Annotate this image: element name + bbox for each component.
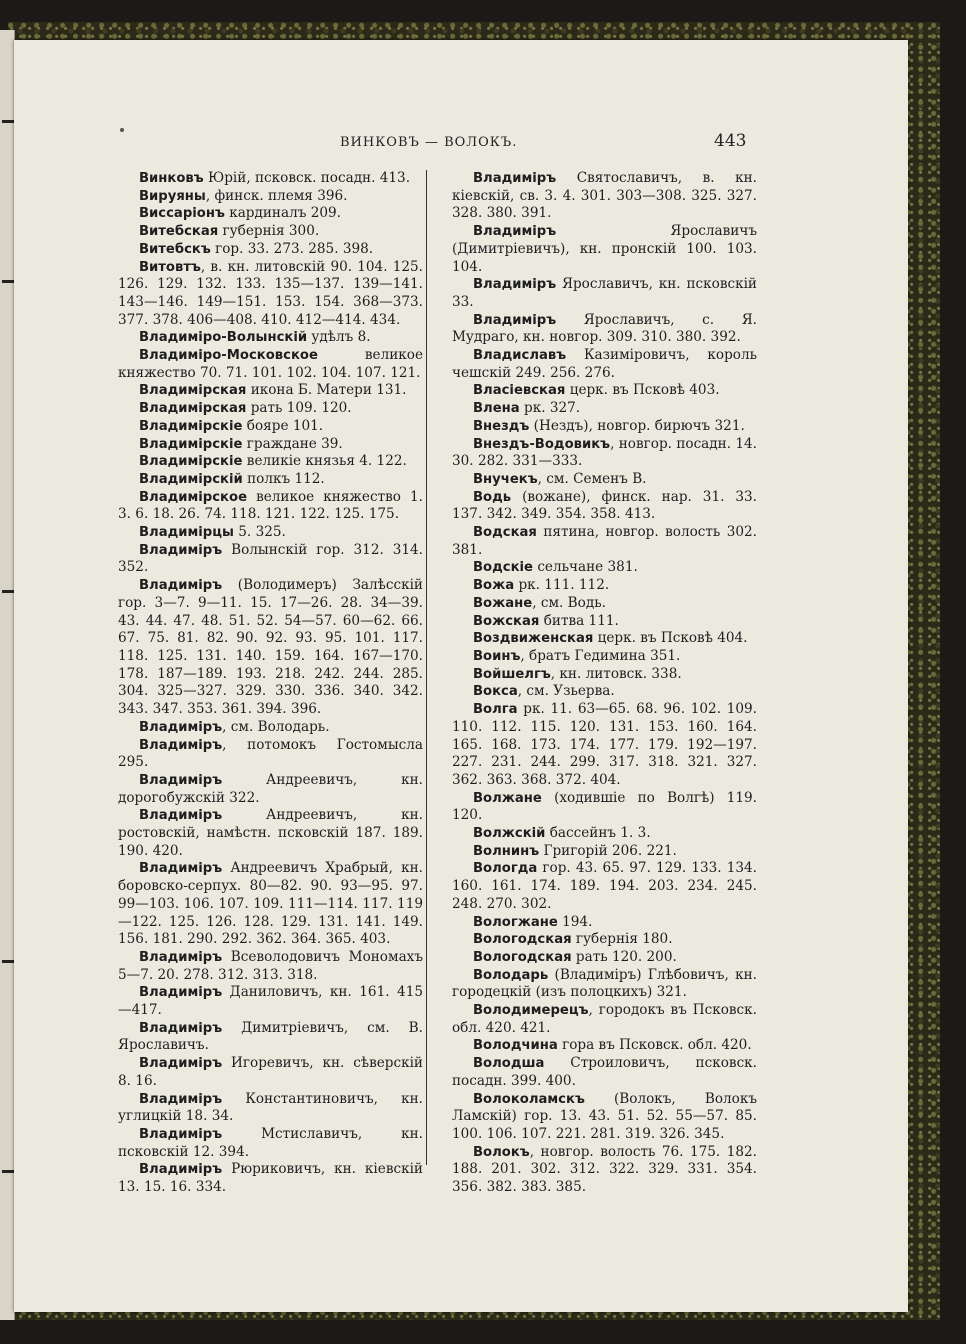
index-entry [452, 701, 757, 790]
index-entry [118, 329, 423, 347]
index-entry [118, 188, 423, 206]
entry-references: губернія 300. [218, 223, 320, 240]
running-title: ВИНКОВЪ — ВОЛОКЪ. [340, 135, 518, 150]
entry-headword: Владиміръ [473, 312, 557, 328]
entry-headword: Владиміръ [139, 719, 223, 735]
entry-references: , см. Узьерва. [517, 683, 615, 700]
entry-headword: Владиміро-Волынскій [139, 330, 308, 346]
entry-references: 5. 325. [233, 524, 286, 541]
entry-headword: Владиміръ [473, 277, 557, 293]
entry-headword: Волнинъ [473, 843, 540, 859]
entry-references: бассейнъ 1. 3. [545, 825, 651, 842]
entry-references: церк. въ Псковѣ 404. [593, 630, 748, 647]
entry-headword: Володимерецъ [473, 1003, 589, 1019]
entry-references: рать 120. 200. [571, 948, 677, 965]
entry-references: икона Б. Матери 131. [246, 382, 407, 399]
index-entry [118, 1020, 423, 1055]
index-entry [452, 630, 757, 648]
index-entry [452, 613, 757, 631]
entry-headword: Волокъ [473, 1144, 530, 1160]
entry-references: , кн. литовск. 338. [550, 665, 682, 682]
index-entry [452, 648, 757, 666]
entry-headword: Вологодская [473, 949, 572, 965]
entry-headword: Владиміръ [139, 542, 223, 558]
index-entry [118, 223, 423, 241]
entry-headword: Володарь [473, 967, 549, 983]
entry-headword: Владиміръ [139, 1020, 223, 1036]
index-entry [452, 595, 757, 613]
entry-headword: Внучекъ [473, 471, 538, 487]
entry-references: сельчане 381. [533, 559, 638, 576]
index-entry [118, 807, 423, 860]
index-entry [452, 931, 757, 949]
entry-headword: Вожа [473, 578, 515, 594]
entry-references: Даниловичъ, кн. 161. 415—417. [118, 984, 423, 1019]
index-entry [118, 524, 423, 542]
entry-references: Юрій, псковск. посадн. 413. [203, 170, 411, 186]
entry-headword: Влена [473, 401, 520, 417]
binding-edge [0, 30, 15, 1320]
entry-references: , см. Володарь. [222, 718, 330, 735]
entry-references: , потомокъ Гостомысла 295. [118, 736, 423, 771]
entry-references: рать 109. 120. [246, 400, 352, 417]
index-entry [118, 542, 423, 577]
entry-references: Святославичъ, в. кн. кіевскій, св. 3. 4. 301. 303—308. 325. 327. 328. 380. 391. [452, 170, 757, 222]
index-entry [118, 205, 423, 223]
entry-references: Рюриковичъ, кн. кіевскій 13. 15. 16. 334. [118, 1161, 423, 1196]
entry-references: (Владиміръ) Глѣбовичъ, кн. городецкій (изъ полоцкихъ) 321. [452, 966, 757, 1001]
entry-references: Всеволодовичъ Мономахъ 5—7. 20. 278. 312. 313. 318. [118, 948, 423, 983]
index-entry [452, 666, 757, 684]
entry-headword: Водская [473, 525, 537, 541]
entry-headword: Витовтъ [139, 259, 201, 275]
entry-references: гор. 33. 273. 285. 398. [210, 240, 374, 257]
index-entry [118, 489, 423, 524]
entry-references: церк. въ Псковѣ 403. [565, 382, 720, 399]
entry-references: Димитріевичъ, см. В. Ярославичъ. [118, 1019, 423, 1054]
index-entry [118, 949, 423, 984]
index-entry [452, 577, 757, 595]
entry-headword: Владиславъ [473, 348, 567, 364]
entry-references: Ярославичъ, кн. псковскій 33. [452, 276, 757, 310]
index-entry [452, 312, 757, 347]
entry-headword: Владиміръ [473, 224, 557, 240]
entry-references: , новгор. волость 76. 175. 182. 188. 201. 302. 312. 322. 329. 331. 354. 356. 382. 383. 385. [452, 1143, 757, 1196]
index-entry [118, 984, 423, 1019]
entry-headword: Вокса [473, 684, 518, 700]
entry-headword: Владиміръ [139, 949, 223, 965]
entry-references: (ходившіе по Волгѣ) 119. 120. [452, 789, 757, 824]
entry-references: , братъ Гедимина 351. [520, 647, 681, 664]
entry-references: (Волокъ, Волокъ Ламскій) гор. 13. 43. 51. 52. 55—57. 85. 100. 106. 107. 221. 281. 319. 326. 345. [452, 1090, 757, 1142]
page-header [0, 131, 966, 153]
index-entry [452, 559, 757, 577]
entry-references: Константиновичъ, кн. углицкій 18. 34. [118, 1090, 423, 1125]
index-entry [118, 453, 423, 471]
entry-headword: Владиміръ [139, 772, 223, 788]
entry-references: Мстиславичъ, кн. псковскій 12. 394. [118, 1125, 423, 1160]
index-entry [452, 170, 757, 223]
entry-headword: Вологда [473, 861, 538, 877]
entry-references: рк. 11. 63—65. 68. 96. 102. 109. 110. 112. 115. 120. 131. 153. 160. 164. 165. 168. 173. 174. 177. 179. 192—197. 227. 231. 244. 299. 317. 318. 321. 327. 362. 363. 368. 372. 404. [452, 701, 757, 788]
index-entry [452, 347, 757, 382]
index-entry [452, 967, 757, 1002]
entry-references: Ярославичъ (Димитріевичъ), кн. пронскій 100. 103. 104. [452, 223, 757, 275]
index-entry [452, 683, 757, 701]
index-entry [452, 1037, 757, 1055]
entry-references: , новгор. посадн. 14. 30. 282. 331—333. [452, 435, 757, 470]
index-entry [452, 825, 757, 843]
entry-headword: Владиміръ [139, 1162, 223, 1178]
index-entry [118, 418, 423, 436]
entry-references: гор. 43. 65. 97. 129. 133. 134. 160. 161. 174. 189. 194. 203. 234. 245. 248. 270. 302. [452, 860, 757, 912]
index-entry [452, 1055, 757, 1090]
entry-references: полкъ 112. [242, 470, 325, 487]
entry-references: бояре 101. [242, 417, 324, 434]
entry-headword: Владимірская [139, 401, 247, 417]
entry-references: Ярославичъ, с. Я. Мудраго, кн. новгор. 309. 310. 380. 392. [452, 311, 757, 346]
entry-headword: Владимірскіе [139, 418, 243, 434]
entry-references: , см. Водь. [532, 594, 606, 611]
entry-references: великіе князья 4. 122. [242, 453, 407, 470]
entry-references: , городокъ въ Псковск. обл. 420. 421. [452, 1002, 757, 1036]
entry-references: Андреевичъ Храбрый, кн. боровско-серпух. 80—82. 90. 93—95. 97. 99—103. 106. 107. 109. 111—114. 117. 119—122. 125. 126. 128. 129. 131. 141. 149. 156. 181. 290. 292. 362. 364. 365. 403. [118, 860, 423, 948]
entry-headword: Владиміръ [139, 737, 223, 753]
left-index-column [118, 170, 423, 1197]
entry-headword: Владимірское [139, 489, 248, 505]
entry-references: Казиміровичъ, король чешскій 249. 256. 276. [452, 347, 757, 381]
entry-references: (Володимеръ) Залѣсскій гор. 3—7. 9—11. 15. 17—26. 28. 34—39. 43. 44. 47. 48. 51. 52. 54—57. 60—62. 66. 67. 75. 81. 82. 90. 92. 93. 95. 101. 117. 118. 125. 131. 140. 159. 164. 167—170. 178. 187—189. 193. 218. 242. 244. 285. 304. 325—327. 329. 330. 336. 340. 342. 343. 347. 353. 361. 394. 396. [118, 577, 423, 718]
index-entry [118, 259, 423, 330]
entry-headword: Водскіе [473, 560, 533, 576]
index-entry [452, 1091, 757, 1144]
entry-headword: Витебская [139, 224, 219, 240]
entry-headword: Владимірскіе [139, 436, 243, 452]
index-entry [118, 471, 423, 489]
entry-headword: Владимірская [139, 383, 247, 399]
entry-references: Андреевичъ, кн. ростовскій, намѣстн. псковскій 187. 189. 190. 420. [118, 807, 423, 859]
entry-references: Игоревичъ, кн. сѣверскій 8. 16. [118, 1055, 423, 1089]
index-entry [452, 860, 757, 913]
index-entry [452, 400, 757, 418]
entry-headword: Владиміро-Московское [139, 348, 318, 364]
entry-headword: Воинъ [473, 648, 521, 664]
index-entry [452, 489, 757, 524]
entry-references: , см. Семенъ В. [537, 470, 647, 487]
index-entry [452, 790, 757, 825]
entry-references: (Нездъ), новгор. бирючъ 321. [529, 417, 745, 434]
right-index-column [452, 170, 757, 1197]
entry-headword: Вологжане [473, 914, 558, 930]
entry-headword: Владиміръ [139, 1126, 223, 1142]
index-entry [452, 223, 757, 276]
entry-references: граждане 39. [242, 435, 343, 452]
index-entry [118, 436, 423, 454]
entry-headword: Власіевская [473, 383, 566, 399]
entry-references: Григорій 206. 221. [539, 842, 677, 859]
entry-headword: Вожская [473, 613, 540, 629]
entry-references: рк. 111. 112. [514, 577, 610, 594]
index-entry [452, 1144, 757, 1197]
index-entry [118, 347, 423, 382]
index-entry [452, 949, 757, 967]
entry-headword: Витебскъ [139, 241, 211, 257]
index-entry [118, 1055, 423, 1090]
index-entry [118, 1126, 423, 1161]
entry-headword: Владиміръ [139, 1091, 223, 1107]
entry-references: , в. кн. литовскій 90. 104. 125. 126. 129. 132. 133. 135—137. 139—141. 143—146. 149—151. 153. 154. 368—373. 377. 378. 406—408. 410. 412—414. 434. [118, 258, 423, 328]
index-entry [452, 276, 757, 311]
column-divider [426, 170, 427, 1165]
entry-references: удѣлъ 8. [307, 329, 371, 346]
entry-references: гора въ Псковск. обл. 420. [557, 1037, 752, 1054]
entry-headword: Вируяны [139, 188, 206, 204]
index-entry [118, 860, 423, 949]
index-entry [452, 843, 757, 861]
entry-headword: Володша [473, 1056, 545, 1072]
entry-references: великое княжество 1. 3. 6. 18. 26. 74. 118. 121. 122. 125. 175. [118, 488, 423, 523]
entry-headword: Войшелгъ [473, 666, 551, 682]
index-entry [118, 170, 423, 188]
entry-headword: Винковъ [139, 171, 204, 186]
index-entry [452, 471, 757, 489]
entry-references: , финск. племя 396. [205, 187, 348, 204]
entry-references: губернія 180. [571, 931, 673, 948]
entry-headword: Володчина [473, 1038, 558, 1054]
entry-headword: Владиміръ [139, 861, 223, 877]
entry-headword: Волжскій [473, 826, 546, 842]
entry-headword: Владиміръ [139, 578, 223, 594]
entry-headword: Водь [473, 489, 512, 505]
entry-headword: Владиміръ [139, 985, 223, 1001]
index-entry [452, 914, 757, 932]
index-entry [118, 577, 423, 719]
entry-headword: Владимірскіе [139, 454, 243, 470]
entry-references: (вожане), финск. нар. 31. 33. 137. 342. 349. 354. 358. 413. [452, 488, 757, 523]
entry-references: Андреевичъ, кн. дорогобужскій 322. [118, 771, 423, 806]
entry-references: 194. [557, 913, 593, 930]
entry-headword: Владиміръ [139, 1056, 223, 1072]
index-entry [118, 1161, 423, 1196]
index-entry [452, 436, 757, 471]
entry-headword: Внездъ [473, 418, 530, 434]
page-number: 443 [714, 131, 747, 151]
entry-headword: Внездъ-Водовикъ [473, 436, 611, 452]
index-entry [118, 737, 423, 772]
index-entry [452, 1002, 757, 1037]
entry-references: Волынскій гор. 312. 314. 352. [118, 541, 423, 576]
index-entry [118, 400, 423, 418]
entry-headword: Владимірцы [139, 525, 234, 541]
entry-headword: Волга [473, 702, 518, 718]
index-entry [118, 772, 423, 807]
entry-references: рк. 327. [519, 400, 581, 417]
index-entry [118, 382, 423, 400]
entry-headword: Волоколамскъ [473, 1091, 585, 1107]
entry-headword: Вологодская [473, 932, 572, 948]
index-entry [118, 241, 423, 259]
index-entry [118, 719, 423, 737]
entry-references: великое княжество 70. 71. 101. 102. 104. 107. 121. [118, 347, 423, 381]
entry-headword: Волжане [473, 790, 542, 806]
index-entry [118, 1091, 423, 1126]
entry-headword: Владиміръ [473, 171, 557, 186]
entry-headword: Владимірскій [139, 471, 243, 487]
entry-headword: Виссаріонъ [139, 206, 225, 222]
entry-headword: Вожане [473, 595, 533, 611]
index-entry [452, 418, 757, 436]
entry-references: битва 111. [539, 612, 619, 629]
entry-references: Строиловичъ, псковск. посадн. 399. 400. [452, 1055, 757, 1089]
entry-headword: Владиміръ [139, 808, 223, 824]
entry-references: кардиналъ 209. [224, 205, 341, 222]
index-entry [452, 524, 757, 559]
entry-references: пятина, новгор. волость 302. 381. [452, 524, 757, 558]
index-entry [452, 382, 757, 400]
entry-headword: Воздвиженская [473, 631, 594, 647]
